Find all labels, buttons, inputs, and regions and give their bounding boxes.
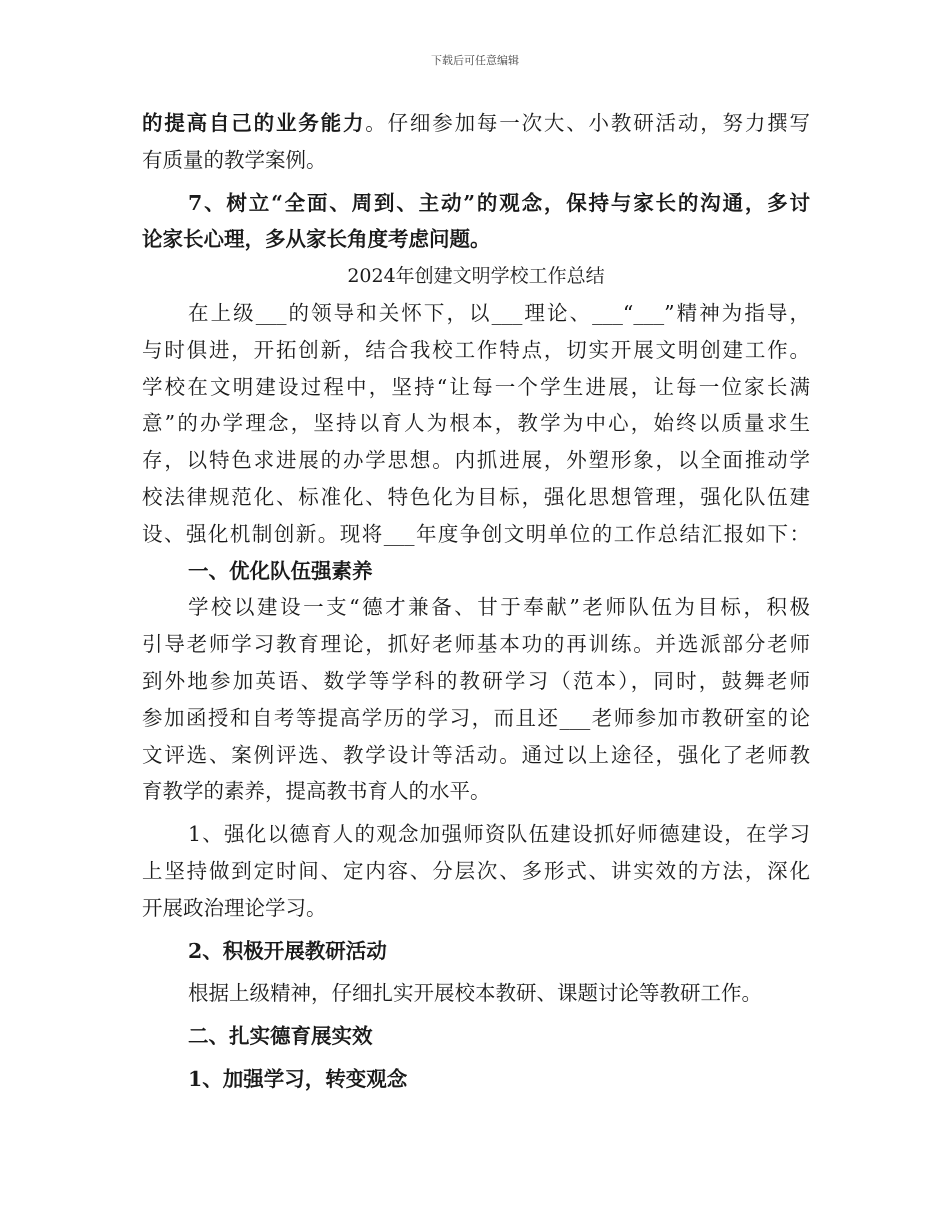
text-line xyxy=(142,737,810,774)
text-line xyxy=(142,221,810,258)
text-segment: 文评选、案例评选、教学设计等活动。通过以上途径，强化了老师教 xyxy=(142,742,810,767)
header-note: 下载后可任意编辑 xyxy=(431,54,519,67)
text-segment: 的提高自己的业务能力 xyxy=(142,111,366,135)
text-line xyxy=(142,516,810,553)
text-segment: 上坚持做到定时间、定内容、分层次、多形式、讲实效的方法，深化 xyxy=(142,858,810,883)
text-line xyxy=(142,295,810,332)
text-line xyxy=(142,479,810,516)
text-line xyxy=(142,700,810,737)
text-segment: 在上级___的领导和关怀下，以___理论、___“___”精神为指导， xyxy=(188,300,810,325)
text-segment: 7、树立“全面、周到、主动”的观念，保持与家长的沟通，多讨 xyxy=(188,190,810,215)
text-line xyxy=(142,933,810,970)
text-segment: 校法律规范化、标准化、特色化为目标，强化思想管理，强化队伍建 xyxy=(142,484,810,509)
text-segment: 根据上级精神，仔细扎实开展校本教研、课题讨论等教研工作。 xyxy=(188,981,762,1006)
text-line xyxy=(142,553,810,590)
text-segment: 意”的办学理念，坚持以育人为根本，教学为中心，始终以质量求生 xyxy=(142,411,810,436)
text-line xyxy=(142,816,810,853)
text-line xyxy=(142,185,810,222)
text-line xyxy=(142,663,810,700)
text-line xyxy=(142,142,810,179)
text-segment: 1、强化以德育人的观念加强师资队伍建设抓好师德建设，在学习 xyxy=(188,822,810,847)
text-line xyxy=(142,1061,810,1098)
text-line xyxy=(142,405,810,442)
document-title xyxy=(142,258,810,295)
text-line xyxy=(142,890,810,927)
text-line xyxy=(142,975,810,1012)
text-segment: 设、强化机制创新。现将___年度争创文明单位的工作总结汇报如下： xyxy=(142,521,810,546)
text-segment: 存，以特色求进展的办学思想。内抓进展，外塑形象，以全面推动学 xyxy=(142,448,810,473)
text-segment: 。仔细参加每一次大、小教研活动，努力撰写 xyxy=(365,111,810,135)
text-segment: 与时俱进，开拓创新，结合我校工作特点，切实开展文明创建工作。 xyxy=(142,337,810,362)
text-line xyxy=(142,332,810,369)
text-segment: 一、优化队伍强素养 xyxy=(188,558,373,583)
text-line xyxy=(142,369,810,406)
document-body xyxy=(142,105,810,1098)
text-segment: 2024年创建文明学校工作总结 xyxy=(347,265,605,288)
text-segment: 学校以建设一支“德才兼备、甘于奉献”老师队伍为目标，积极 xyxy=(188,595,810,620)
text-segment: 2、积极开展教研活动 xyxy=(188,938,387,963)
text-segment: 开展政治理论学习。 xyxy=(142,895,327,920)
text-line xyxy=(142,853,810,890)
text-segment: 1、加强学习，转变观念 xyxy=(188,1066,408,1091)
text-line xyxy=(142,773,810,810)
text-segment: 有质量的教学案例。 xyxy=(142,147,327,172)
text-line xyxy=(142,589,810,626)
text-segment: 学校在文明建设过程中，坚持“让每一个学生进展，让每一位家长满 xyxy=(142,374,810,399)
text-segment: 引导老师学习教育理论，抓好老师基本功的再训练。并选派部分老师 xyxy=(142,632,810,657)
text-segment: 参加函授和自考等提高学历的学习，而且还___老师参加市教研室的论 xyxy=(142,705,810,730)
text-line xyxy=(142,1018,810,1055)
text-line xyxy=(142,105,810,142)
text-segment: 论家长心理，多从家长角度考虑问题。 xyxy=(142,227,491,252)
text-line xyxy=(142,442,810,479)
text-segment: 到外地参加英语、数学等学科的教研学习（范本），同时，鼓舞老师 xyxy=(142,668,810,693)
text-segment: 育教学的素养，提高教书育人的水平。 xyxy=(142,779,491,804)
text-segment: 二、扎实德育展实效 xyxy=(188,1024,373,1049)
text-line xyxy=(142,626,810,663)
